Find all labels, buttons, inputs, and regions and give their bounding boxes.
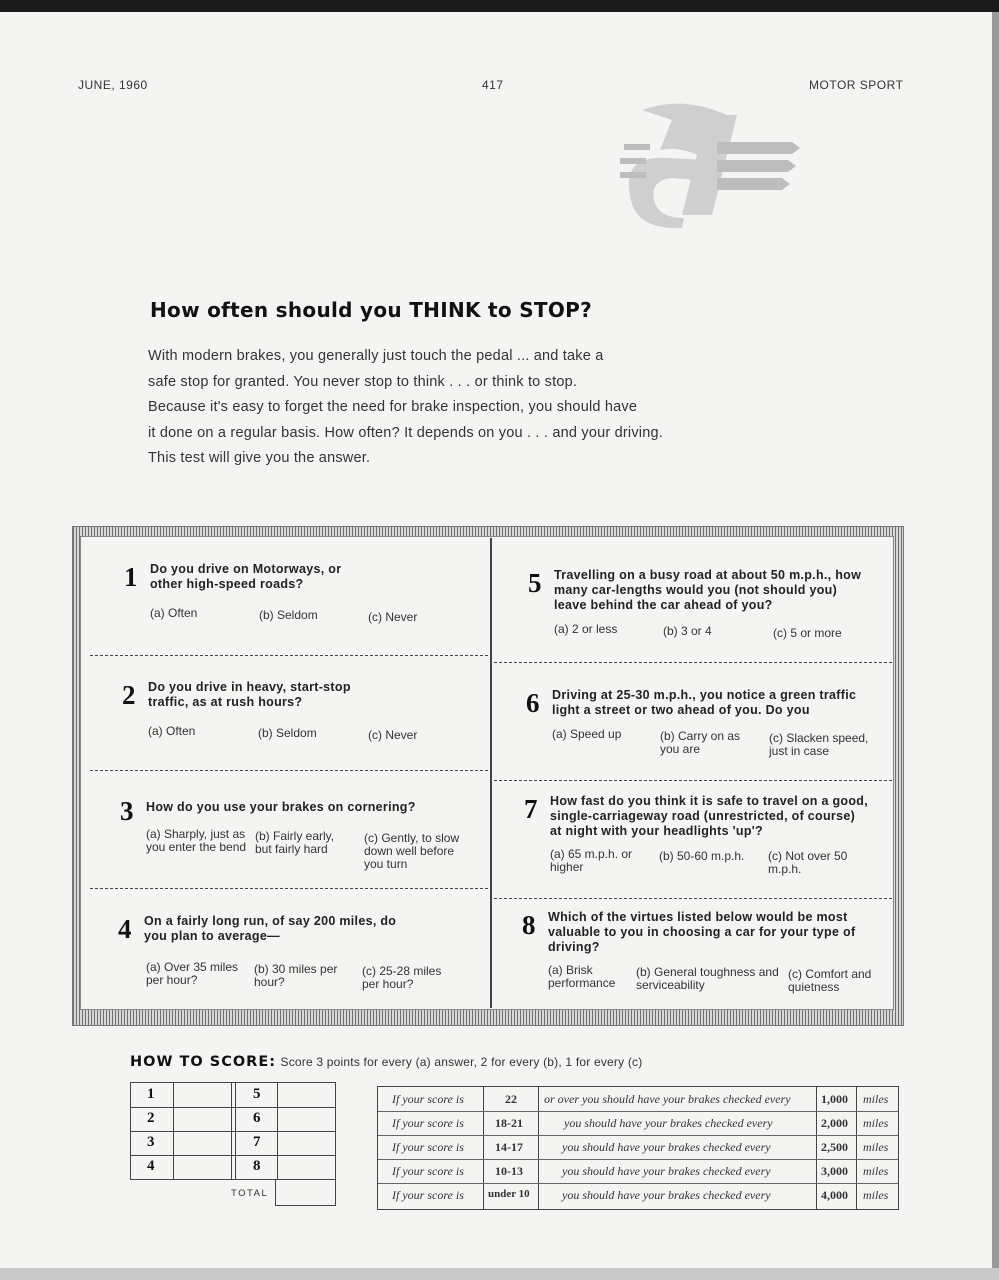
result-prefix: If your score is [392, 1164, 464, 1178]
question-number: 5 [528, 568, 542, 598]
grid-line [131, 1107, 335, 1108]
result-unit: miles [863, 1188, 889, 1202]
option-c[interactable]: (c) 25-28 miles per hour? [362, 964, 442, 991]
option-a[interactable]: (a) Often [148, 724, 196, 738]
tally-table [130, 1082, 336, 1180]
result-prefix: If your score is [392, 1140, 464, 1154]
question-number: 7 [524, 794, 538, 824]
option-b[interactable]: (b) Fairly early, but fairly hard [255, 829, 335, 856]
option-c[interactable]: (c) Never [368, 728, 418, 742]
result-advice: you should have your brakes checked every [562, 1188, 771, 1202]
option-b[interactable]: (b) 50-60 m.p.h. [659, 849, 745, 863]
intro-line: Because it's easy to forget the need for brake inspection, you should have [148, 399, 638, 415]
result-miles: 4,000 [821, 1188, 848, 1202]
option-c[interactable]: (c) 5 or more [773, 626, 842, 640]
result-score: 22 [505, 1092, 517, 1106]
total-box[interactable] [275, 1180, 336, 1206]
how-to-score [130, 1053, 642, 1071]
intro-line: This test will give you the answer. [148, 450, 371, 466]
question-text: Travelling on a busy road at about 50 m.p.h., how many car-lengths would you (not should you) leave behind the car ahead of you? [554, 568, 862, 612]
tally-number: 3 [147, 1134, 155, 1150]
question-number: 3 [120, 796, 134, 826]
result-row [378, 1183, 898, 1207]
tally-number: 7 [253, 1134, 261, 1150]
row-divider [494, 898, 892, 899]
column-divider [490, 538, 492, 1008]
question-number: 1 [124, 562, 138, 592]
intro-line: it done on a regular basis. How often? It depends on you . . . and your driving. [148, 424, 663, 441]
magazine-title: MOTOR SPORT [809, 78, 904, 92]
option-a[interactable]: (a) Over 35 miles per hour? [146, 960, 239, 987]
option-c[interactable]: (c) Not over 50 m.p.h. [768, 849, 848, 876]
result-row [378, 1159, 898, 1183]
option-a[interactable]: (a) Sharply, just as you enter the bend [146, 827, 247, 854]
issue-date: JUNE, 1960 [78, 78, 148, 92]
brand-logo-icon [612, 100, 812, 240]
intro-line: safe stop for granted. You never stop to think . . . or think to stop. [148, 373, 578, 390]
question-number: 4 [118, 914, 132, 944]
tally-number: 8 [253, 1158, 261, 1174]
question-text: Do you drive in heavy, start-stop traffic, as at rush hours? [148, 680, 351, 709]
question-text: How fast do you think it is safe to travel on a good, single-carriageway road (unrestricted, of course) at night with your headlights 'up'? [550, 794, 869, 838]
result-row [378, 1135, 898, 1159]
result-score: under 10 [488, 1188, 530, 1200]
option-b[interactable]: (b) 3 or 4 [663, 624, 712, 638]
option-c[interactable]: (c) Comfort and quietness [788, 967, 872, 994]
option-b[interactable]: (b) General toughness and serviceability [636, 965, 779, 992]
result-unit: miles [863, 1140, 889, 1154]
result-prefix: If your score is [392, 1092, 464, 1106]
question-number: 6 [526, 688, 540, 718]
result-unit: miles [863, 1092, 889, 1106]
tally-number: 2 [147, 1110, 155, 1126]
question-number: 8 [522, 910, 536, 940]
option-a[interactable]: (a) Often [150, 606, 198, 620]
page-bottom-edge [0, 1268, 999, 1280]
result-miles: 1,000 [821, 1092, 848, 1106]
result-miles: 2,000 [821, 1116, 848, 1130]
result-prefix: If your score is [392, 1116, 464, 1130]
result-advice: you should have your brakes checked every [562, 1164, 771, 1178]
result-unit: miles [863, 1116, 889, 1130]
option-c[interactable]: (c) Gently, to slow down well before you turn [364, 831, 460, 871]
question-text: How do you use your brakes on cornering? [146, 800, 416, 814]
option-b[interactable]: (b) Carry on as you are [660, 729, 741, 756]
result-row [378, 1087, 898, 1111]
question-text: Driving at 25-30 m.p.h., you notice a green traffic light a street or two ahead of you. Do you [552, 688, 857, 717]
tally-number: 1 [147, 1086, 155, 1102]
option-c[interactable]: (c) Never [368, 610, 418, 624]
result-advice: you should have your brakes checked every [564, 1116, 773, 1130]
page-number: 417 [482, 78, 504, 92]
tally-number: 5 [253, 1086, 261, 1102]
intro-line: With modern brakes, you generally just touch the pedal ... and take a [148, 348, 604, 364]
tally-number: 4 [147, 1158, 155, 1174]
page-edge-shadow [992, 12, 999, 1268]
tally-number: 6 [253, 1110, 261, 1126]
result-prefix: If your score is [392, 1188, 464, 1202]
result-advice: you should have your brakes checked every [562, 1140, 771, 1154]
row-divider [90, 888, 488, 889]
option-a[interactable]: (a) Speed up [552, 727, 622, 741]
grid-line [131, 1131, 335, 1132]
result-score: 14-17 [495, 1140, 523, 1154]
row-divider [494, 662, 892, 663]
grid-line [131, 1155, 335, 1156]
question-text: Which of the virtues listed below would be most valuable to you in choosing a car for your type of driving? [548, 910, 856, 954]
result-score: 10-13 [495, 1164, 523, 1178]
score-rule: Score 3 points for every (a) answer, 2 for every (b), 1 for every (c) [280, 1055, 643, 1069]
option-c[interactable]: (c) Slacken speed, just in case [769, 731, 869, 758]
question-text: Do you drive on Motorways, or other high-speed roads? [150, 562, 342, 591]
result-advice: or over you should have your brakes checked every [544, 1092, 791, 1106]
row-divider [90, 655, 488, 656]
headline: How often should you THINK to STOP? [150, 298, 593, 322]
intro-paragraph [148, 344, 788, 472]
total-label: TOTAL [231, 1188, 269, 1199]
result-row [378, 1111, 898, 1135]
result-miles: 3,000 [821, 1164, 848, 1178]
row-divider [494, 780, 892, 781]
result-score: 18-21 [495, 1116, 523, 1130]
option-b[interactable]: (b) 30 miles per hour? [254, 962, 338, 989]
option-b[interactable]: (b) Seldom [259, 608, 318, 622]
question-text: On a fairly long run, of say 200 miles, do you plan to average— [144, 914, 397, 943]
option-a[interactable]: (a) Brisk performance [548, 963, 616, 990]
row-divider [90, 770, 488, 771]
result-unit: miles [863, 1164, 889, 1178]
option-a[interactable]: (a) 65 m.p.h. or higher [550, 847, 633, 874]
results-table [377, 1086, 899, 1210]
option-b[interactable]: (b) Seldom [258, 726, 317, 740]
score-title: HOW TO SCORE: [130, 1054, 277, 1070]
option-a[interactable]: (a) 2 or less [554, 622, 618, 636]
question-number: 2 [122, 680, 136, 710]
result-miles: 2,500 [821, 1140, 848, 1154]
